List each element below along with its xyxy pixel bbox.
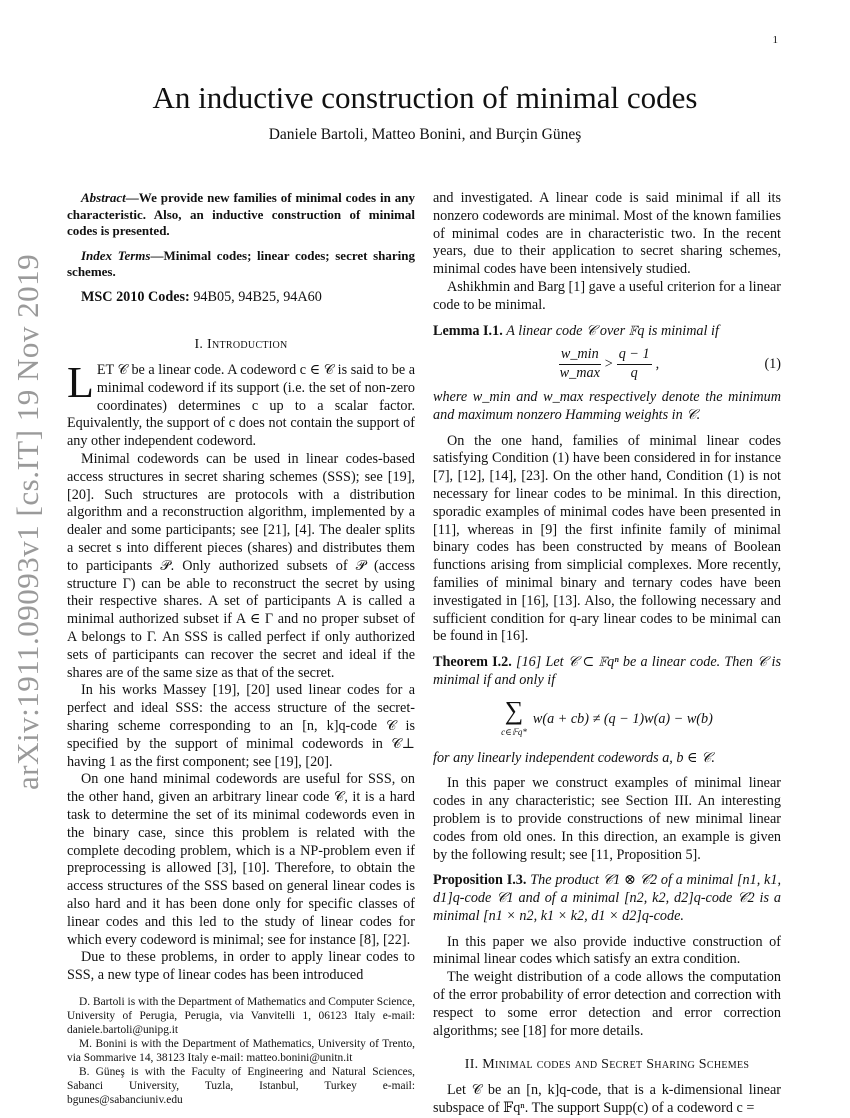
theorem-equation-body: w(a + cb) ≠ (q − 1)w(a) − w(b) — [532, 710, 713, 727]
footnote-gunes: B. Güneş is with the Faculty of Engineering and Natural Sciences, Sabanci University, Tuzla, Istanbul, Turkey e-mail: bgunes@sabanciuniv.edu — [67, 1065, 415, 1106]
intro-paragraph-5: Due to these problems, in order to apply linear codes to SSS, a new type of linear codes has been introduced — [67, 949, 415, 984]
sigma-icon: ∑ — [504, 695, 524, 725]
right-paragraph-5: In this paper we also provide inductive construction of minimal linear codes which satisfy an extra condition. — [433, 933, 781, 968]
msc-label: MSC 2010 Codes: — [81, 288, 190, 305]
theorem-statement — [433, 654, 781, 690]
section-heading-introduction: I. Introduction — [194, 337, 288, 353]
author-list: Daniele Bartoli, Matteo Bonini, and Burçin Güneş — [268, 126, 582, 143]
page-number: 1 — [772, 34, 778, 46]
theorem-label: Theorem I.2. — [433, 654, 512, 671]
equation-number: (1) — [764, 355, 781, 372]
fraction-q — [617, 346, 652, 383]
right-paragraph-6: The weight distribution of a code allows the computation of the error probability of error detection and correction with respect to some error detection and error correction algorithms; see [18] for more details. — [433, 969, 781, 1039]
right-paragraph-7: Let 𝒞 be an [n, k]q-code, that is a k-dimensional linear subspace of 𝔽qⁿ. The support Supp(c) of a codeword c = — [433, 1082, 781, 1117]
fraction-weights — [559, 346, 601, 383]
lemma-after-text: where w_min and w_max respectively denote the minimum and maximum nonzero Hamming weights in 𝒞. — [433, 388, 781, 423]
greater-than-sign: > — [604, 355, 613, 372]
intro-paragraph-2: Minimal codewords can be used in linear codes-based access structures in secret sharing schemes (SSS); see [19], [20]. Such structures are protocols with a distribution algorithm and a reconstruction algorithm, implemented by a dealer and some participants; see [21], [4]. The dealer splits a secret s into different pieces (shares) and distributes them to participants 𝒫. Only authorized subsets of 𝒫 (access structure Γ) can be able to reconstruct the secret by using their respective shares. A set of participants A is called a minimal authorized subset if A ∈ Γ and no proper subset of A belongs to Γ. An SSS is called perfect if only authorized sets of participants can recover the secret and ideal if the shares are of the same size as that of the secret. — [67, 451, 415, 681]
lemma-text: A linear code 𝒞 over 𝔽q is minimal if — [506, 322, 719, 339]
q-minus-one: q − 1 — [617, 346, 652, 365]
index-terms-text: —Minimal codes; linear codes; secret sharing schemes. — [67, 247, 416, 279]
drop-cap: L — [67, 358, 94, 408]
intro-paragraph-1 — [67, 358, 415, 451]
paper-title: An inductive construction of minimal codes — [152, 80, 698, 115]
theorem-text: [16] Let 𝒞 ⊂ 𝔽qⁿ be a linear code. Then 𝒞 is minimal if and only if — [433, 654, 782, 688]
sum-subscript: c∈𝔽q* — [501, 726, 527, 737]
right-paragraph-2: Ashikhmin and Barg [1] gave a useful criterion for a linear code to be minimal. — [433, 278, 781, 313]
footnote-bartoli: D. Bartoli is with the Department of Mathematics and Computer Science, University of Perugia, Perugia, via Vanvitelli 1, 06123 Italy e-mail: daniele.bartoli@unipg.it — [67, 995, 415, 1036]
w-max: w_max — [559, 365, 600, 382]
w-min: w_min — [559, 346, 601, 365]
index-terms-label: Index Terms — [81, 247, 151, 263]
q-denominator: q — [630, 365, 638, 382]
arxiv-stamp: arXiv:1911.09093v1 [cs.IT] 19 Nov 2019 — [10, 253, 45, 790]
right-paragraph-4: In this paper we construct examples of minimal linear codes in any characteristic; see Section III. An interesting problem is to provide constructions of new minimal linear codes from old ones. In this direction, an example is given by the following result; see [11, Proposition 5]. — [433, 775, 781, 863]
section-heading-minimal-codes: II. Minimal codes and Secret Sharing Schemes — [464, 1057, 750, 1073]
theorem-conclusion — [433, 750, 781, 768]
abstract-label: Abstract — [81, 190, 126, 205]
right-paragraph-1: and investigated. A linear code is said minimal if all its nonzero codewords are minimal. Most of the known families of minimal codes are in characteristic two. In the recent years, due to their application to secret sharing schemes, minimal codes have been intensively studied. — [433, 190, 781, 278]
lemma-conclusion — [433, 389, 781, 425]
index-terms — [67, 248, 415, 281]
left-column — [67, 190, 415, 1107]
footnote-bonini: M. Bonini is with the Department of Mathematics, University of Trento, via Sommarive 14, 38123 Italy e-mail: matteo.bonini@unitn.it — [67, 1037, 415, 1064]
abstract — [67, 190, 415, 240]
right-paragraph-3: On the one hand, families of minimal linear codes satisfying Condition (1) have been considered in for instance [7], [12], [14], [23]. On the other hand, Condition (1) is not necessary for linear codes to be minimal. In this direction, sporadic examples of minimal codes have been presented in [11], whereas in [9] the first infinite family of minimal binary codes has been constructed by means of Boolean functions arising from simplicial complexes. More recently, families of minimal binary and ternary codes have been investigated in [16], [13]. Also, the following necessary and sufficient condition for q-ary linear codes to be minimal can be found in [16]. — [433, 432, 781, 645]
theorem-after-text: for any linearly independent codewords a, b ∈ 𝒞. — [433, 749, 715, 766]
footnotes — [67, 995, 415, 1107]
proposition-label: Proposition I.3. — [433, 872, 527, 889]
lemma-statement — [433, 323, 781, 341]
proposition-statement — [433, 872, 781, 925]
theorem-equation — [433, 695, 781, 742]
sum-operator — [501, 695, 527, 742]
equation-1: $\frac{w\_\min}{w\_\max}$ > $\frac{q - 1}{q}$ , (1) — [559, 346, 781, 382]
msc-codes — [67, 289, 415, 307]
lemma-label: Lemma I.1. — [433, 322, 503, 339]
msc-text: 94B05, 94B25, 94A60 — [189, 288, 322, 305]
intro-text-1: ET 𝒞 be a linear code. A codeword c ∈ 𝒞 is said to be a minimal codeword if its support (i.e. the set of non-zero coordinates) determines c up to a scalar factor. Equivalently, the support of c does not contain the support of any other independent codeword. — [67, 362, 415, 450]
proposition-text: The product 𝒞1 ⊗ 𝒞2 of a minimal [n1, k1, d1]q-code 𝒞1 and of a minimal [n2, k2, d2]q-code 𝒞2 is a minimal [n1 × n2, k1 × k2, d1 × d2]q-code. — [433, 872, 781, 924]
intro-paragraph-3: In his works Massey [19], [20] used linear codes for a perfect and ideal SSS: the access structure of the secret-sharing scheme corresponding to an [n, k]q-code 𝒞 is specified by the support of minimal codewords in 𝒞⊥ having 1 as the first component; see [19], [20]. — [67, 682, 415, 770]
intro-paragraph-4: On one hand minimal codewords are useful for SSS, on the other hand, given an arbitrary linear code 𝒞, it is a hard task to determine the set of its minimal codewords even in the binary case, since this problem is related with the complete decoding problem, which is a NP-problem even if preprocessing is allowed [3], [10]. Therefore, to obtain the access structures of the SSS based on general linear codes is also hard and it has been done only for specific classes of linear codes and this led to the study of linear codes for which every codeword is minimal; see for instance [8], [22]. — [67, 771, 415, 948]
abstract-text: —We provide new families of minimal codes in any characteristic. Also, an inductive construction of minimal codes is presented. — [67, 190, 415, 238]
right-column — [433, 190, 781, 1118]
